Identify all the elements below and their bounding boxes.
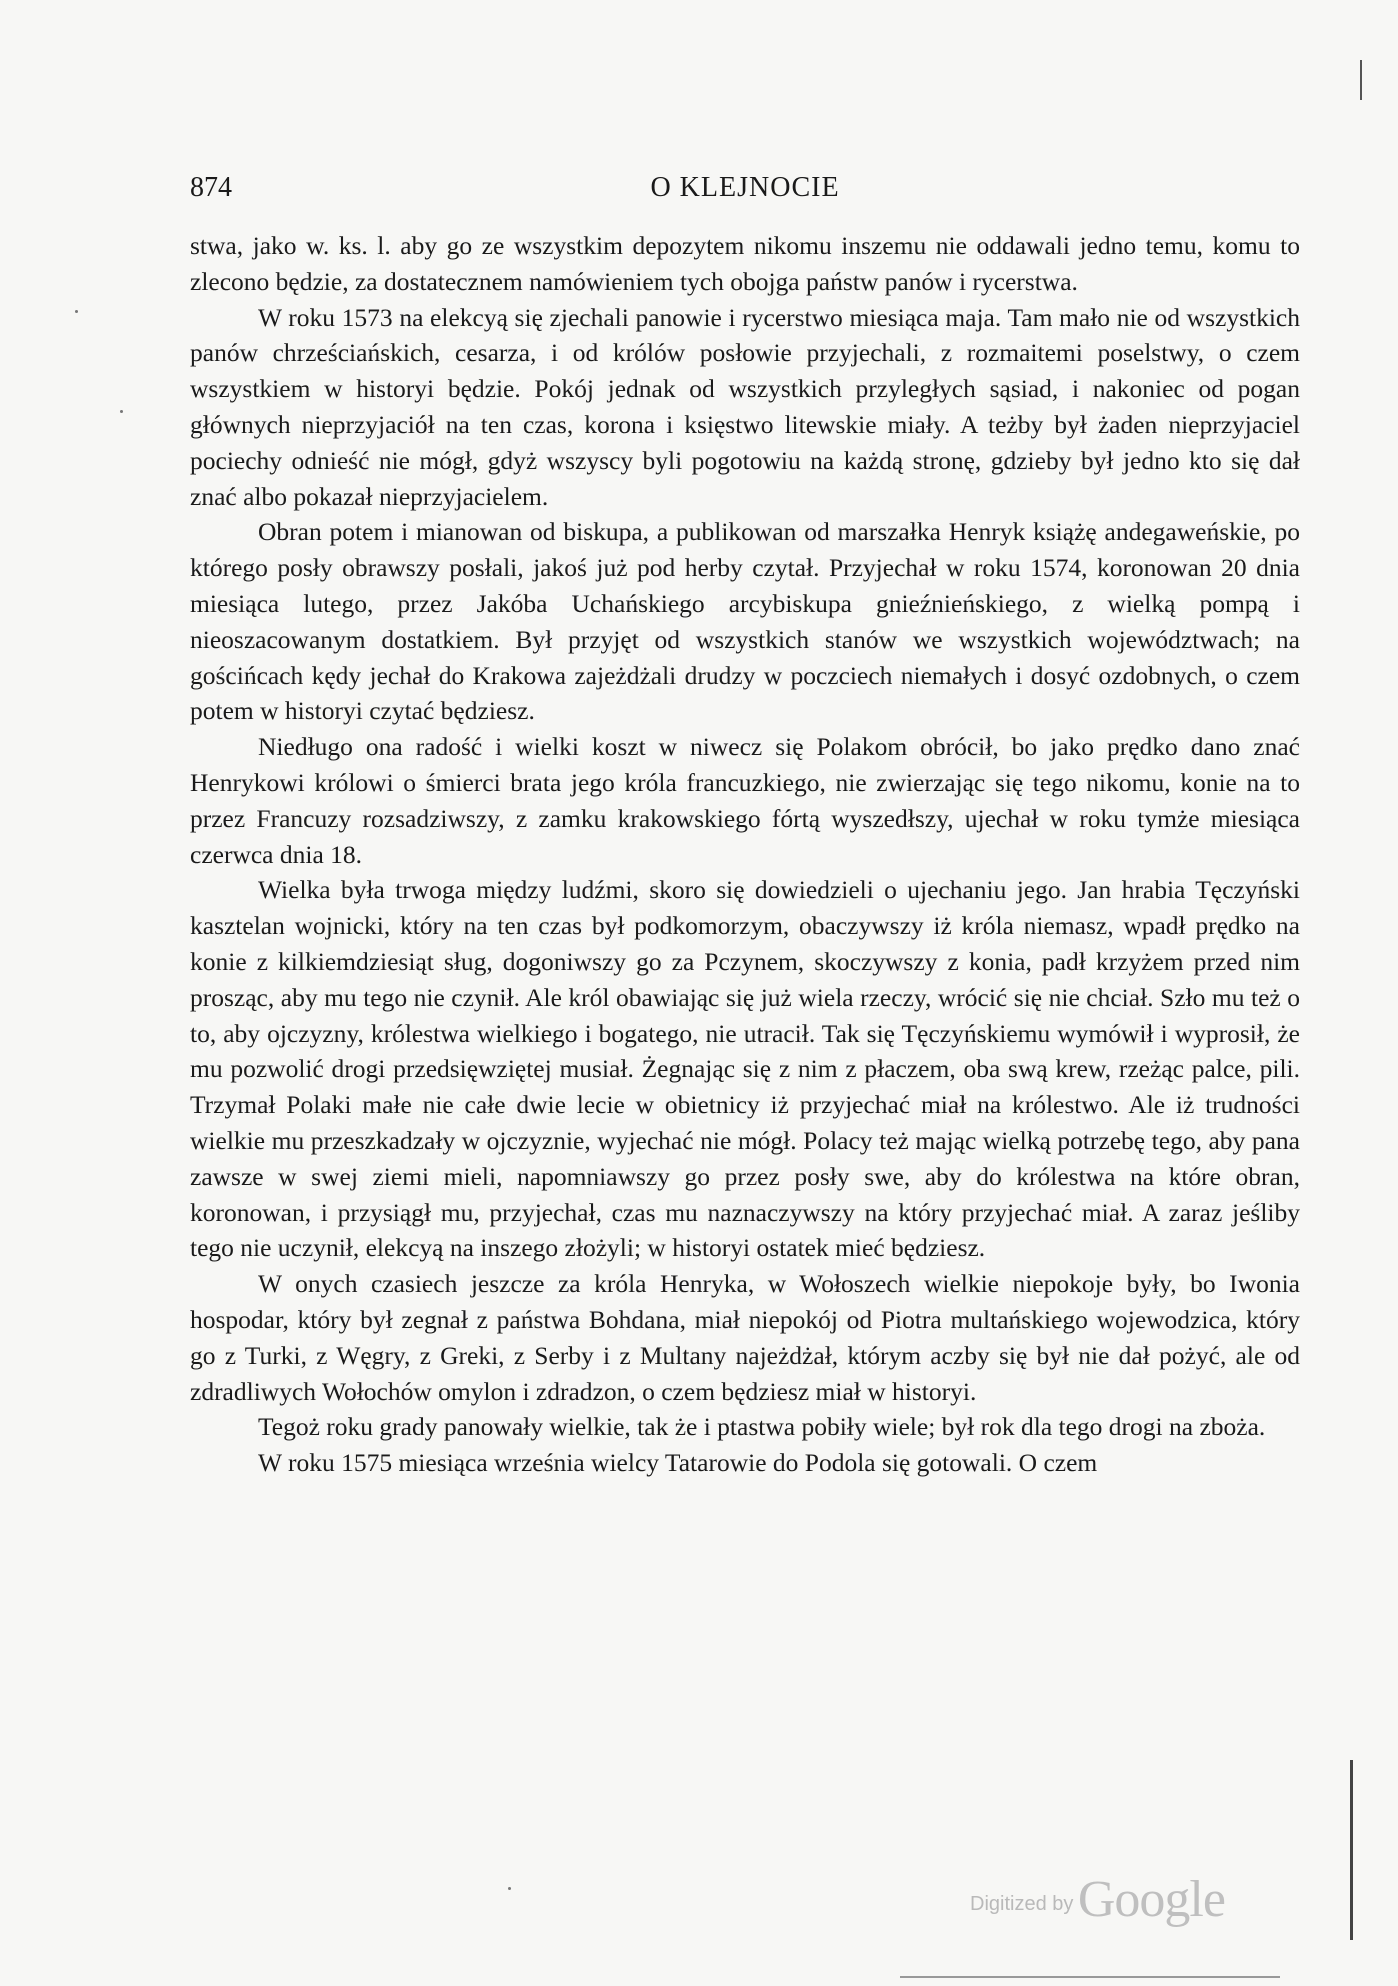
paragraph-henryk-elected: Obran potem i mianowan od biskupa, a publikowan od marszałka Henryk książę andegaweńskie, po którego posły obrawszy posłali, jakoś już pod herby czytał. Przyjechał w roku 1574, koronowan 20 dnia miesiąca lutego, przez Jakóba Uchańskiego arcybiskupa gnieźnieńskiego, z wielką pompą i nieoszacowanym dostatkiem. Był przyjęt od wszystkich stanów we wszystkich województwach; na gościńcach kędy jechał do Krakowa zajeżdżali drudzy w poczciech niemałych i dosyć ozdobnych, o czem potem w historyi czytać będziesz.: [190, 517, 1300, 726]
paragraph-wallachia: W onych czasiech jeszcze za króla Henryka, w Wołoszech wielkie niepokoje były, bo Iwonia hospodar, który był zegnał z państwa Bohdana, miał niepokój od Piotra multańskiego wojewodzica, który go z Turki, z Węgry, z Greki, z Serby i z Multany najeżdżał, którym aczby się był nie dał pożyć, ale od zdradliwych Wołochów omylon i zdradzon, o czem będziesz miał w historyi.: [190, 1269, 1300, 1406]
page-header: [190, 172, 1300, 212]
paragraph-henryk-departure: Niedługo ona radość i wielki koszt w niwecz się Polakom obrócił, bo jako prędko dano znać Henrykowi królowi o śmierci brata jego króla francuzkiego, nie zwierzając się tego nikomu, konie na to przez Francuzy rozsadziwszy, z zamku krakowskiego fórtą wyszedłszy, ujechał w roku tymże miesiąca czerwca dnia 18.: [190, 732, 1300, 869]
paragraph-1573-election: W roku 1573 na elekcyą się zjechali panowie i rycerstwo miesiąca maja. Tam mało nie od wszystkich panów chrześciańskich, cesarza, i od królów posłowie przyjechali, z rozmaitemi poselstwy, o czem wszystkiem w historyi będzie. Pokój jednak od wszystkich przyległych sąsiad, i nakoniec od pogan głównych nieprzyjaciół na ten czas, korona i księstwo litewskie miały. A teżby był żaden nieprzyjaciel pociechy odnieść nie mógł, gdyż wszyscy byli pogotowiu na każdą stronę, gdzieby był jedno kto się dał znać albo pokazał nieprzyjacielem.: [190, 302, 1300, 511]
running-title: O KLEJNOCIE: [650, 172, 840, 203]
paragraph-continuation: stwa, jako w. ks. l. aby go ze wszystkim depozytem nikomu inszemu nie oddawali jedno temu, komu to zlecono będzie, za dostatecznem namówieniem tych obojga państw panów i rycerstwa.: [190, 231, 1300, 296]
scan-speck: [508, 1887, 511, 1890]
paragraph-1575-tatars: W roku 1575 miesiąca września wielcy Tatarowie do Podola się gotowali. O czem: [258, 1448, 1098, 1478]
page-number: 874: [190, 172, 232, 203]
scan-edge-mark-bottom: [1350, 1760, 1353, 1940]
body-text: [190, 228, 1300, 1481]
paragraph-tenczynski: Wielka była trwoga między ludźmi, skoro się dowiedzieli o ujechaniu jego. Jan hrabia Tęczyński kasztelan wojnicki, który na ten czas był podkomorzym, obaczywszy iż króla niemasz, wpadł prędko na konie z kilkiemdziesiąt sług, dogoniwszy go za Pczynem, skoczywszy z konia, padł krzyżem przed nim prosząc, aby mu tego nie czynił. Ale król obawiając się już wiela rzeczy, wrócić się nie chciał. Szło mu też o to, aby ojczyzny, królestwa wielkiego i bogatego, nie utracił. Tak się Tęczyńskiemu wymówił i wyprosił, że mu pozwolić drogi przedsięwziętej musiał. Żegnając się z nim z płaczem, oba swą krew, rzeżąc palce, pili. Trzymał Polaki małe nie całe dwie lecie w obietnicy iż przyjechać miał na królestwo. Ale iż trudności wielkie mu przeszkadzały w ojczyznie, wyjechać nie mógł. Polacy też mając wielką potrzebę tego, aby pana zawsze w swej ziemi mieli, napomniawszy go przez posły swe, aby do królestwa na które obran, koronowan, i przysiągł mu, przyjechał, czas mu naznaczywszy na który przyjechać miał. A zaraz jeśliby tego nie uczynił, elekcyą na inszego złożyli; w historyi ostatek mieć będziesz.: [190, 875, 1300, 1263]
scan-bottom-edge: [900, 1976, 1280, 1978]
scan-speck: [75, 310, 78, 313]
paragraph-hail: Tegoż roku grady panowały wielkie, tak że i ptastwa pobiły wiele; był rok dla tego drogi na zboża.: [258, 1412, 1266, 1442]
watermark-prefix: Digitized by: [970, 1893, 1074, 1915]
google-watermark: [970, 1870, 1225, 1929]
scan-speck: [120, 410, 123, 413]
scan-edge-mark-top: [1360, 60, 1362, 100]
google-logo: Google: [1077, 1871, 1225, 1928]
